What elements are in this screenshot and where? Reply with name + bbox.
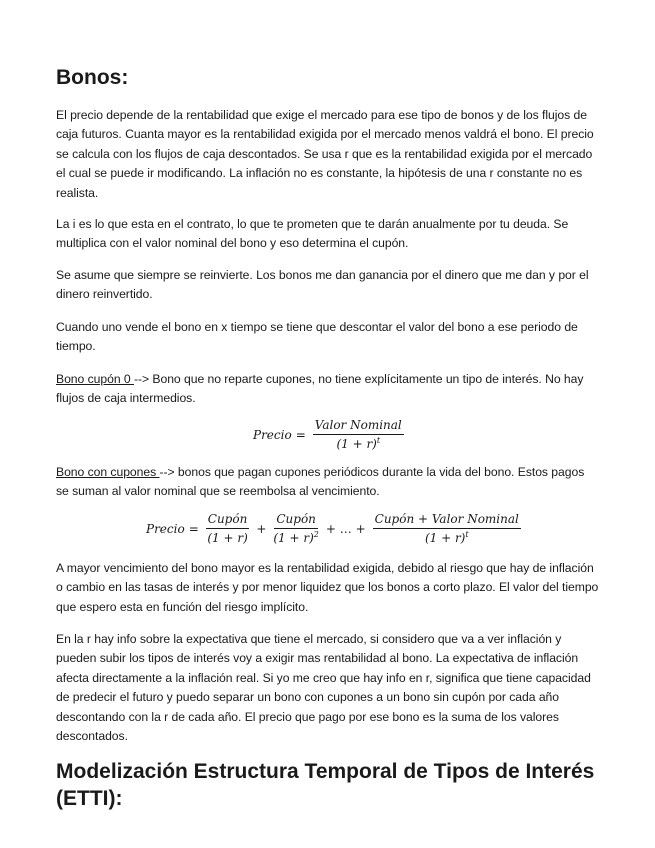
paragraph-bono-con-cupones [56, 463, 600, 502]
formula-bono-cupon-cero [253, 418, 407, 451]
formula2-term3-den-exp: t [465, 530, 469, 539]
formula1-numerator: Valor Nominal [313, 418, 404, 435]
formula2-term3 [373, 512, 521, 545]
formula2-term2-den-base: (1 + r) [273, 531, 314, 545]
formula2-term1-denominator: (1 + r) [207, 531, 248, 545]
paragraph-vencimiento: A mayor vencimiento del bono mayor es la rentabilidad exigida, debido al riesgo que hay de inflación o cambio en las tasas de interés y por menor liquidez que los bonos a corto plazo. El valor del tiempo que espero esta en función del riesgo implícito. [56, 561, 599, 614]
paragraph-venta-bono: Cuando uno vende el bono en x tiempo se tiene que descontar el valor del bono a ese periodo de tiempo. [56, 320, 578, 354]
paragraph-bono-cupon-cero [56, 370, 600, 409]
formula2-plus-1: + [256, 521, 267, 536]
formula2-term3-den-base: (1 + r) [424, 531, 466, 545]
formula1-lhs: Precio [253, 427, 292, 442]
formula2-term3-numerator: Cupón + Valor Nominal [373, 512, 521, 529]
section-title-bonos: Bonos: [56, 66, 129, 89]
formula2-term3-denominator [425, 529, 469, 545]
paragraph-interes-i: La i es lo que esta en el contrato, lo que te prometen que te darán anualmente por tu deuda. Se multiplica con el valor nominal del bono y eso determina el cupón. [56, 217, 569, 251]
paragraph-precio: El precio depende de la rentabilidad que exige el mercado para ese tipo de bonos y de los flujos de caja futuros. Cuanta mayor es la rentabilidad exigida por el mercado menos valdrá el bono. El precio se calcula con los flujos de caja descontados. Se usa r que es la rentabilidad exigida por el mercado el cual se puede ir modificando. La inflación no es constante, la hipótesis de una r constante no es realista. [56, 108, 594, 200]
definition-bono-cupon-cero: --> Bono que no reparte cupones, no tiene explícitamente un tipo de interés. No hay flujos de caja intermedios. [56, 372, 584, 406]
formula2-term1-numerator: Cupón [206, 512, 250, 529]
formula2-term2 [273, 512, 319, 545]
formula1-equals: = [295, 427, 306, 442]
formula2-equals: = [188, 521, 199, 536]
formula2-plus-ellipsis: + … + [325, 521, 366, 536]
formula-bono-con-cupones [146, 512, 524, 545]
formula2-term1 [206, 512, 250, 545]
formula2-term2-numerator: Cupón [274, 512, 318, 529]
formula1-fraction [313, 418, 404, 451]
term-bono-cupon-cero: Bono cupón 0 [56, 372, 134, 386]
formula2-term2-denominator [273, 529, 319, 545]
formula1-denominator [336, 435, 380, 451]
paragraph-expectativas: En la r hay info sobre la expectativa que tiene el mercado, si considero que va a ver inflación y pueden subir los tipos de interés voy a exigir mas rentabilidad al bono. La expectativa de inflación afecta directamente a la inflación real. Si yo me creo que hay info en r, significa que tiene capacidad de predecir el futuro y puedo separar un bono con cupones a un bono sin cupón por cada año descontando con la r de cada año. El precio que pago por ese bono es la suma de los valores descontados. [56, 632, 591, 744]
definition-bono-con-cupones: --> bonos que pagan cupones periódicos durante la vida del bono. Estos pagos se suman al valor nominal que se reembolsa al vencimiento. [56, 465, 585, 499]
formula1-den-exp: t [376, 436, 381, 445]
term-bono-con-cupones: Bono con cupones [56, 465, 160, 479]
paragraph-reinversion: Se asume que siempre se reinvierte. Los bonos me dan ganancia por el dinero que me dan y por el dinero reinvertido. [56, 268, 589, 302]
formula2-term2-den-exp: 2 [313, 530, 319, 539]
section-title-etti: Modelización Estructura Temporal de Tipos de Interés (ETTI): [56, 760, 595, 810]
formula2-lhs: Precio [146, 521, 185, 536]
formula1-den-base: (1 + r) [336, 437, 377, 451]
